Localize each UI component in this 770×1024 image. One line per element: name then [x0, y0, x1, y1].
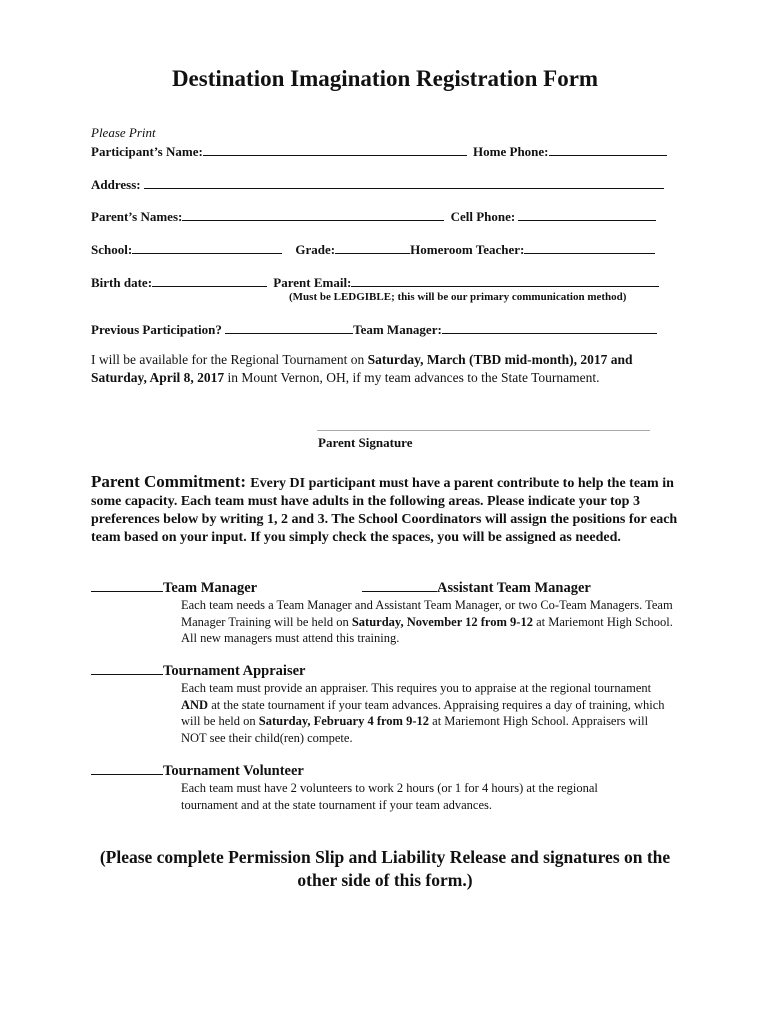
ap-bold: Saturday, February 4 from 9-12: [258, 714, 430, 728]
commitment-heading: Parent Commitment:: [91, 472, 251, 491]
signature-line[interactable]: [317, 430, 650, 431]
ap-desc-2: at the state tournament if your team advances. Appraising requires a day of training, which will be held on: [181, 697, 665, 728]
availability-text-1: I will be available for the Regional Tournament on: [91, 352, 368, 367]
cell-phone-field[interactable]: [518, 207, 656, 221]
team-manager-option: [91, 579, 257, 597]
parent-email-field[interactable]: [351, 273, 659, 287]
participant-name-field[interactable]: [203, 142, 467, 156]
closing-note: (Please complete Permission Slip and Liability Release and signatures on the other side of this form.): [99, 847, 671, 890]
cell-phone-label: Cell Phone:: [450, 209, 516, 224]
address-label: Address:: [91, 177, 141, 192]
previous-participation-row: [91, 320, 657, 338]
homeroom-teacher-label: Homeroom Teacher:: [410, 242, 525, 257]
email-note: (Must be LEDGIBLE; this will be our primary communication method): [289, 291, 627, 303]
previous-participation-label: Previous Participation?: [91, 322, 222, 337]
team-manager-rank-field[interactable]: [91, 579, 163, 592]
parents-names-row: [91, 207, 656, 225]
ap-and: AND: [181, 697, 209, 712]
home-phone-label: Home Phone:: [473, 144, 549, 159]
availability-bold-2: Saturday, April 8, 2017: [91, 370, 225, 385]
availability-text-2: in Mount Vernon, OH, if my team advances to the State Tournament.: [224, 370, 600, 385]
volunteer-description: Each team must have 2 volunteers to work 2 hours (or 1 for 4 hours) at the regional tournament and at the state tournament if your team advances.: [181, 781, 598, 812]
assistant-team-manager-option: [362, 579, 591, 597]
birth-date-label: Birth date:: [91, 275, 153, 290]
grade-field[interactable]: [335, 240, 410, 254]
team-manager-option-label: Team Manager: [163, 580, 258, 596]
participant-name-row: [91, 142, 667, 160]
appraiser-rank-field[interactable]: [91, 662, 163, 675]
ap-desc-3: at Mariemont High School. Appraisers will NOT see their child(ren) compete.: [181, 714, 649, 745]
team-manager-label: Team Manager:: [353, 322, 442, 337]
home-phone-field[interactable]: [549, 142, 667, 156]
birth-date-field[interactable]: [152, 273, 267, 287]
homeroom-teacher-field[interactable]: [524, 240, 655, 254]
school-row: [91, 240, 655, 258]
form-title: Destination Imagination Registration Form: [171, 66, 599, 91]
address-row: [91, 175, 664, 193]
tm-desc-2: at Mariemont High School. All new managers must attend this training.: [181, 614, 673, 645]
volunteer-rank-field[interactable]: [91, 762, 163, 775]
commitment-text: Every DI participant must have a parent contribute to help the team in some capacity. Each team must have adults in the following areas. Please indicate your top 3 preferences below by writing 1, 2 and 3. The School Coordinators will assign the positions for each team based on your input. If you simply check the spaces, you will be assigned as needed.: [91, 476, 678, 545]
please-print-note: Please Print: [91, 125, 156, 140]
signature-label: Parent Signature: [318, 435, 413, 450]
address-field[interactable]: [144, 175, 664, 189]
assistant-team-manager-rank-field[interactable]: [362, 579, 437, 592]
tm-desc-bold: Saturday, November 12 from 9-12: [351, 614, 533, 629]
school-label: School:: [91, 242, 133, 257]
assistant-team-manager-option-label: Assistant Team Manager: [437, 580, 591, 596]
school-field[interactable]: [132, 240, 282, 254]
parent-commitment: [91, 473, 681, 547]
appraiser-description: [181, 680, 666, 746]
volunteer-option: [91, 762, 304, 780]
appraiser-option-label: Tournament Appraiser: [163, 663, 306, 679]
participant-name-label: Participant’s Name:: [91, 144, 203, 159]
parents-names-label: Parent’s Names:: [91, 209, 183, 224]
previous-participation-field[interactable]: [225, 320, 353, 334]
appraiser-option: [91, 662, 305, 680]
tm-desc-1: Each team needs a Team Manager and Assistant Team Manager, or two Co-Team Managers. Team Manager Training will be held on: [181, 598, 673, 629]
parents-names-field[interactable]: [182, 207, 444, 221]
parent-email-label: Parent Email:: [273, 275, 352, 290]
team-manager-description: [181, 597, 676, 647]
availability-paragraph: [91, 351, 691, 387]
volunteer-option-label: Tournament Volunteer: [163, 763, 304, 779]
birth-date-row: [91, 273, 659, 291]
ap-desc-1: Each team must provide an appraiser. This requires you to appraise at the regional tournament: [181, 681, 652, 695]
team-manager-field[interactable]: [442, 320, 657, 334]
availability-bold-1: Saturday, March (TBD mid-month), 2017 and: [367, 352, 633, 367]
grade-label: Grade:: [295, 242, 336, 257]
